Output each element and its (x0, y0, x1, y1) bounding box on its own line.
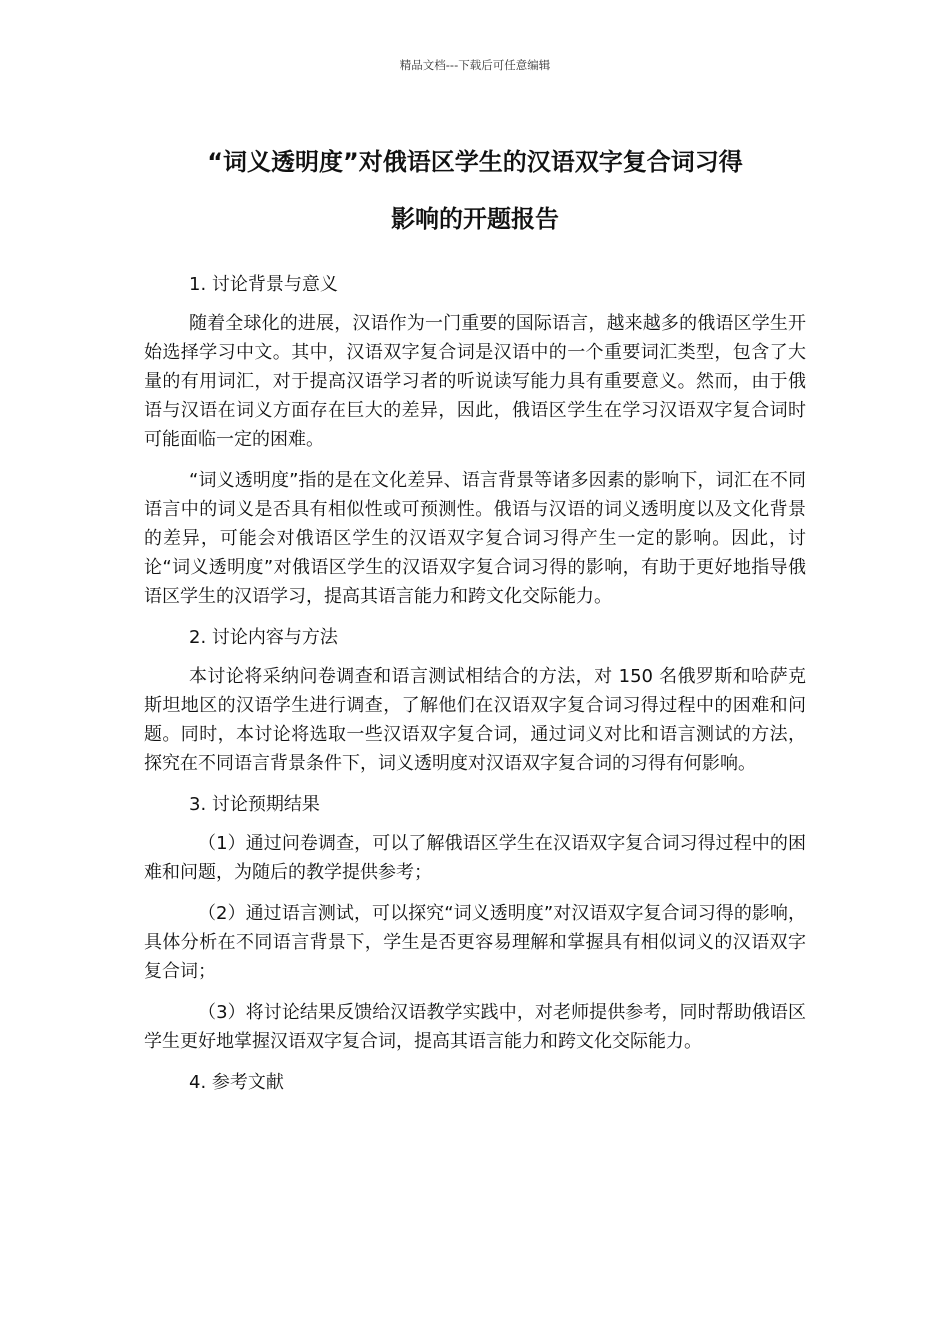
title-line-1: “词义透明度”对俄语区学生的汉语双字复合词习得 (207, 148, 743, 176)
section-2-heading: 2. 讨论内容与方法 (189, 627, 338, 648)
document-body (144, 270, 806, 1107)
section-3-item-3: （3）将讨论结果反馈给汉语教学实践中，对老师提供参考，同时帮助俄语区学生更好地掌握汉语双字复合词，提高其语言能力和跨文化交际能力。 (144, 1002, 806, 1052)
section-3-heading: 3. 讨论预期结果 (189, 794, 320, 815)
section-4-heading: 4. 参考文献 (189, 1072, 284, 1093)
section-2-paragraph-1: 本讨论将采纳问卷调查和语言测试相结合的方法，对 150 名俄罗斯和哈萨克斯坦地区的汉语学生进行调查，了解他们在汉语双字复合词习得过程中的困难和问题。同时，本讨论将选取一些汉语双字复合词，通过词义对比和语言测试的方法，探究在不同语言背景条件下，词义透明度对汉语双字复合词的习得有何影响。 (144, 666, 806, 774)
section-3-item-2: （2）通过语言测试，可以探究“词义透明度”对汉语双字复合词习得的影响，具体分析在不同语言背景下，学生是否更容易理解和掌握具有相似词义的汉语双字复合词； (144, 903, 806, 982)
header-note: 精品文档---下载后可任意编辑 (399, 58, 551, 72)
section-1-heading: 1. 讨论背景与意义 (189, 274, 338, 295)
section-3-item-1: （1）通过问卷调查，可以了解俄语区学生在汉语双字复合词习得过程中的困难和问题，为随后的教学提供参考； (144, 833, 806, 883)
title-line-2: 影响的开题报告 (391, 205, 559, 233)
section-1-paragraph-2: “词义透明度”指的是在文化差异、语言背景等诸多因素的影响下，词汇在不同语言中的词义是否具有相似性或可预测性。俄语与汉语的词义透明度以及文化背景的差异，可能会对俄语区学生的汉语双字复合词习得产生一定的影响。因此，讨论“词义透明度”对俄语区学生的汉语双字复合词习得的影响，有助于更好地指导俄语区学生的汉语学习，提高其语言能力和跨文化交际能力。 (144, 470, 806, 607)
document-title (120, 134, 830, 248)
section-1-paragraph-1: 随着全球化的进展，汉语作为一门重要的国际语言，越来越多的俄语区学生开始选择学习中文。其中，汉语双字复合词是汉语中的一个重要词汇类型，包含了大量的有用词汇，对于提高汉语学习者的听说读写能力具有重要意义。然而，由于俄语与汉语在词义方面存在巨大的差异，因此，俄语区学生在学习汉语双字复合词时可能面临一定的困难。 (144, 313, 806, 450)
